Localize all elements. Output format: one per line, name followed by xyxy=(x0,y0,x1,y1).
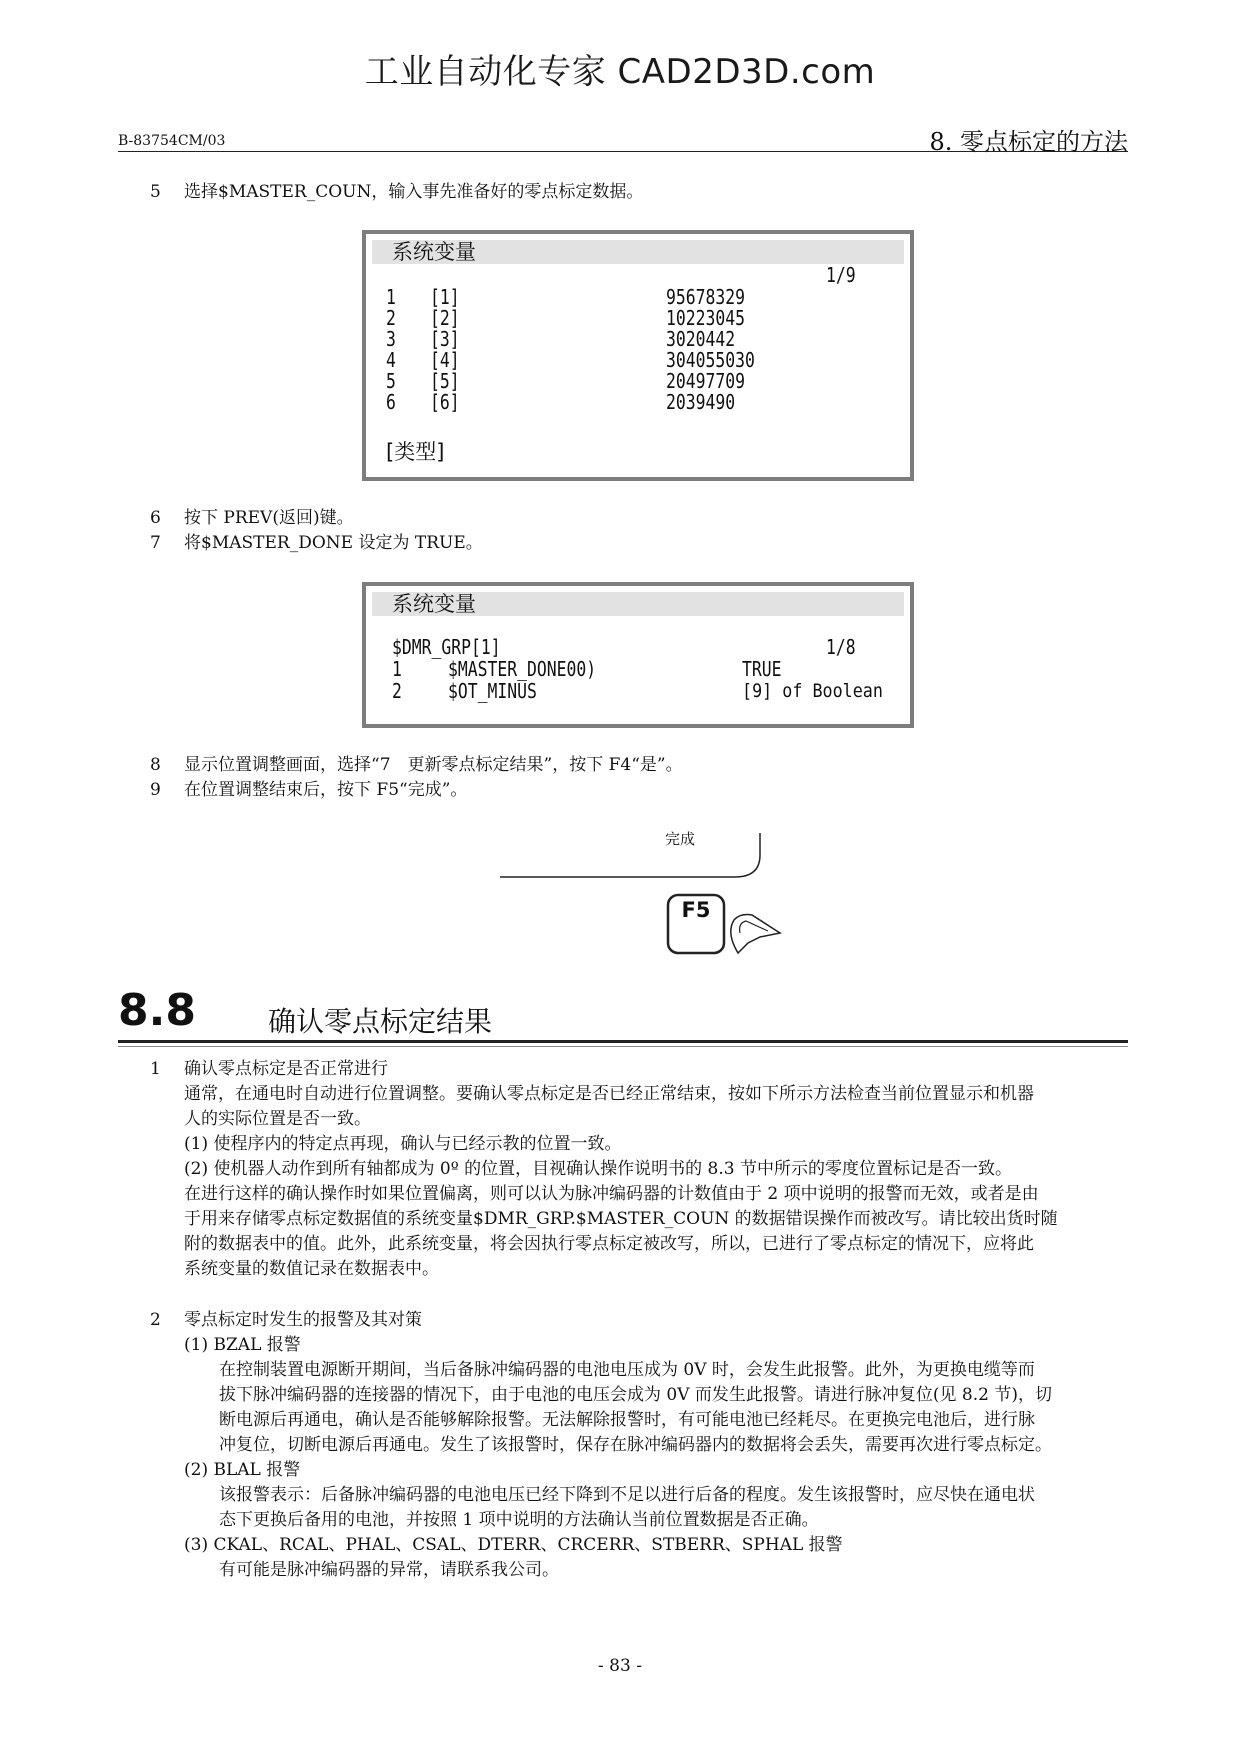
step-text: 选择$MASTER_COUN，输入事先准备好的零点标定数据。 xyxy=(184,182,644,202)
item-heading: 确认零点标定是否正常进行 xyxy=(184,1059,388,1079)
row-value: [9] of Boolean xyxy=(742,680,883,702)
row-name: [5] xyxy=(430,369,460,393)
page-number: - 83 - xyxy=(598,1656,642,1676)
sub-item: (1) BZAL 报警 xyxy=(184,1335,301,1355)
header-rule xyxy=(118,151,1128,152)
row-value: 304055030 xyxy=(666,348,755,372)
step-number: 6 xyxy=(150,508,161,528)
item-number: 1 xyxy=(150,1059,161,1079)
step-5 xyxy=(150,179,1050,205)
item-heading: 零点标定时发生的报警及其对策 xyxy=(184,1310,422,1330)
step-7 xyxy=(150,530,1050,556)
row-name: $MASTER_DONE00) xyxy=(448,657,597,681)
section-title: 确认零点标定结果 xyxy=(268,1005,493,1038)
softkey-frame xyxy=(500,833,760,877)
paragraph-line: 断电源后再通电，确认是否能够解除报警。无法解除报警时，有可能电池已经耗尽。在更换完电池后，进行脉 xyxy=(219,1410,1035,1430)
section-rule xyxy=(118,1040,1128,1043)
system-variable-screen-2 xyxy=(362,582,914,728)
paragraph-line: 系统变量的数值记录在数据表中。 xyxy=(184,1259,439,1279)
row-value: 2039490 xyxy=(666,390,736,414)
step-text: 将$MASTER_DONE 设定为 TRUE。 xyxy=(184,533,483,553)
row-value: 95678329 xyxy=(666,285,745,309)
row-index: 5 xyxy=(386,369,396,393)
paragraph-line: 附的数据表中的值。此外，此系统变量，将会因执行零点标定被改写，所以，已进行了零点标定的情况下，应将此 xyxy=(184,1234,1034,1254)
row-name: [3] xyxy=(430,327,460,351)
type-softkey-label: [类型] xyxy=(386,440,445,464)
page-indicator: 1/9 xyxy=(826,263,856,287)
paragraph-line: 通常，在通电时自动进行位置调整。要确认零点标定是否已经正常结束，按如下所示方法检查当前位置显示和机器 xyxy=(184,1084,1034,1104)
softkey-label: 完成 xyxy=(664,830,695,848)
row-index: 4 xyxy=(386,348,396,372)
sub-item: (2) BLAL 报警 xyxy=(184,1460,301,1480)
paragraph-line: 于用来存储零点标定数据值的系统变量$DMR_GRP.$MASTER_COUN 的数据错误操作而被改写。请比较出货时随 xyxy=(184,1209,1058,1229)
row-value: 3020442 xyxy=(666,327,736,351)
row-value: TRUE xyxy=(742,657,782,681)
screen-title: 系统变量 xyxy=(372,592,904,616)
section-rule-thin xyxy=(118,1046,1128,1047)
page-indicator: 1/8 xyxy=(826,635,856,659)
step-6 xyxy=(150,505,1050,531)
paragraph-line: 该报警表示：后备脉冲编码器的电池电压已经下降到不足以进行后备的程度。发生该报警时，应尽快在通电状 xyxy=(219,1485,1035,1505)
watermark-title: 工业自动化专家 CAD2D3D.com xyxy=(364,52,876,92)
row-name: [6] xyxy=(430,390,460,414)
step-number: 9 xyxy=(150,780,161,800)
row-index: 2 xyxy=(392,679,402,703)
row-name: [2] xyxy=(430,306,460,330)
row-index: 6 xyxy=(386,390,396,414)
sub-item: (3) CKAL、RCAL、PHAL、CSAL、DTERR、CRCERR、STBERR、SPHAL 报警 xyxy=(184,1535,843,1555)
f5-softkey-illustration xyxy=(490,825,790,975)
paragraph-line: 人的实际位置是否一致。 xyxy=(184,1109,371,1129)
paragraph-line: 态下更换后备用的电池，并按照 1 项中说明的方法确认当前位置数据是否正确。 xyxy=(219,1510,819,1530)
row-index: 3 xyxy=(386,327,396,351)
pointing-finger-icon xyxy=(731,915,780,953)
chapter-title: 8. 零点标定的方法 xyxy=(929,128,1128,156)
step-text: 在位置调整结束后，按下 F5“完成”。 xyxy=(184,780,468,800)
system-variable-screen-1 xyxy=(362,230,914,481)
row-value: 10223045 xyxy=(666,306,745,330)
variable-group: $DMR_GRP[1] xyxy=(392,635,501,659)
step-number: 8 xyxy=(150,755,161,775)
step-9 xyxy=(150,777,1050,803)
step-text: 按下 PREV(返回)键。 xyxy=(184,508,354,528)
paragraph-line: 冲复位，切断电源后再通电。发生了该报警时，保存在脉冲编码器内的数据将会丢失，需要再次进行零点标定。 xyxy=(219,1435,1052,1455)
row-index: 2 xyxy=(386,306,396,330)
section-number: 8.8 xyxy=(118,985,196,1036)
row-index: 1 xyxy=(386,285,396,309)
item-number: 2 xyxy=(150,1310,161,1330)
sub-item: (2) 使机器人动作到所有轴都成为 0º 的位置，目视确认操作说明书的 8.3 节中所示的零度位置标记是否一致。 xyxy=(184,1159,1012,1179)
step-8 xyxy=(150,752,1050,778)
row-name: [4] xyxy=(430,348,460,372)
sub-item: (1) 使程序内的特定点再现，确认与已经示教的位置一致。 xyxy=(184,1134,622,1154)
paragraph-line: 有可能是脉冲编码器的异常，请联系我公司。 xyxy=(219,1560,559,1580)
row-index: 1 xyxy=(392,657,402,681)
paragraph-line: 在进行这样的确认操作时如果位置偏离，则可以认为脉冲编码器的计数值由于 2 项中说明的报警而无效，或者是由 xyxy=(184,1184,1039,1204)
step-number: 5 xyxy=(150,182,161,202)
doc-code: B-83754CM/03 xyxy=(118,133,226,149)
screen-title: 系统变量 xyxy=(372,240,904,264)
f5-key-label: F5 xyxy=(681,898,711,922)
row-name: [1] xyxy=(430,285,460,309)
step-text: 显示位置调整画面，选择“7 更新零点标定结果”，按下 F4“是”。 xyxy=(184,755,683,775)
paragraph-line: 在控制装置电源断开期间，当后备脉冲编码器的电池电压成为 0V 时，会发生此报警。此外，为更换电缆等而 xyxy=(219,1360,1035,1380)
paragraph-line: 拔下脉冲编码器的连接器的情况下，由于电池的电压会成为 0V 而发生此报警。请进行脉冲复位(见 8.2 节)，切 xyxy=(219,1385,1053,1405)
row-value: 20497709 xyxy=(666,369,745,393)
step-number: 7 xyxy=(150,533,161,553)
row-name: $OT_MINUS xyxy=(448,679,537,703)
